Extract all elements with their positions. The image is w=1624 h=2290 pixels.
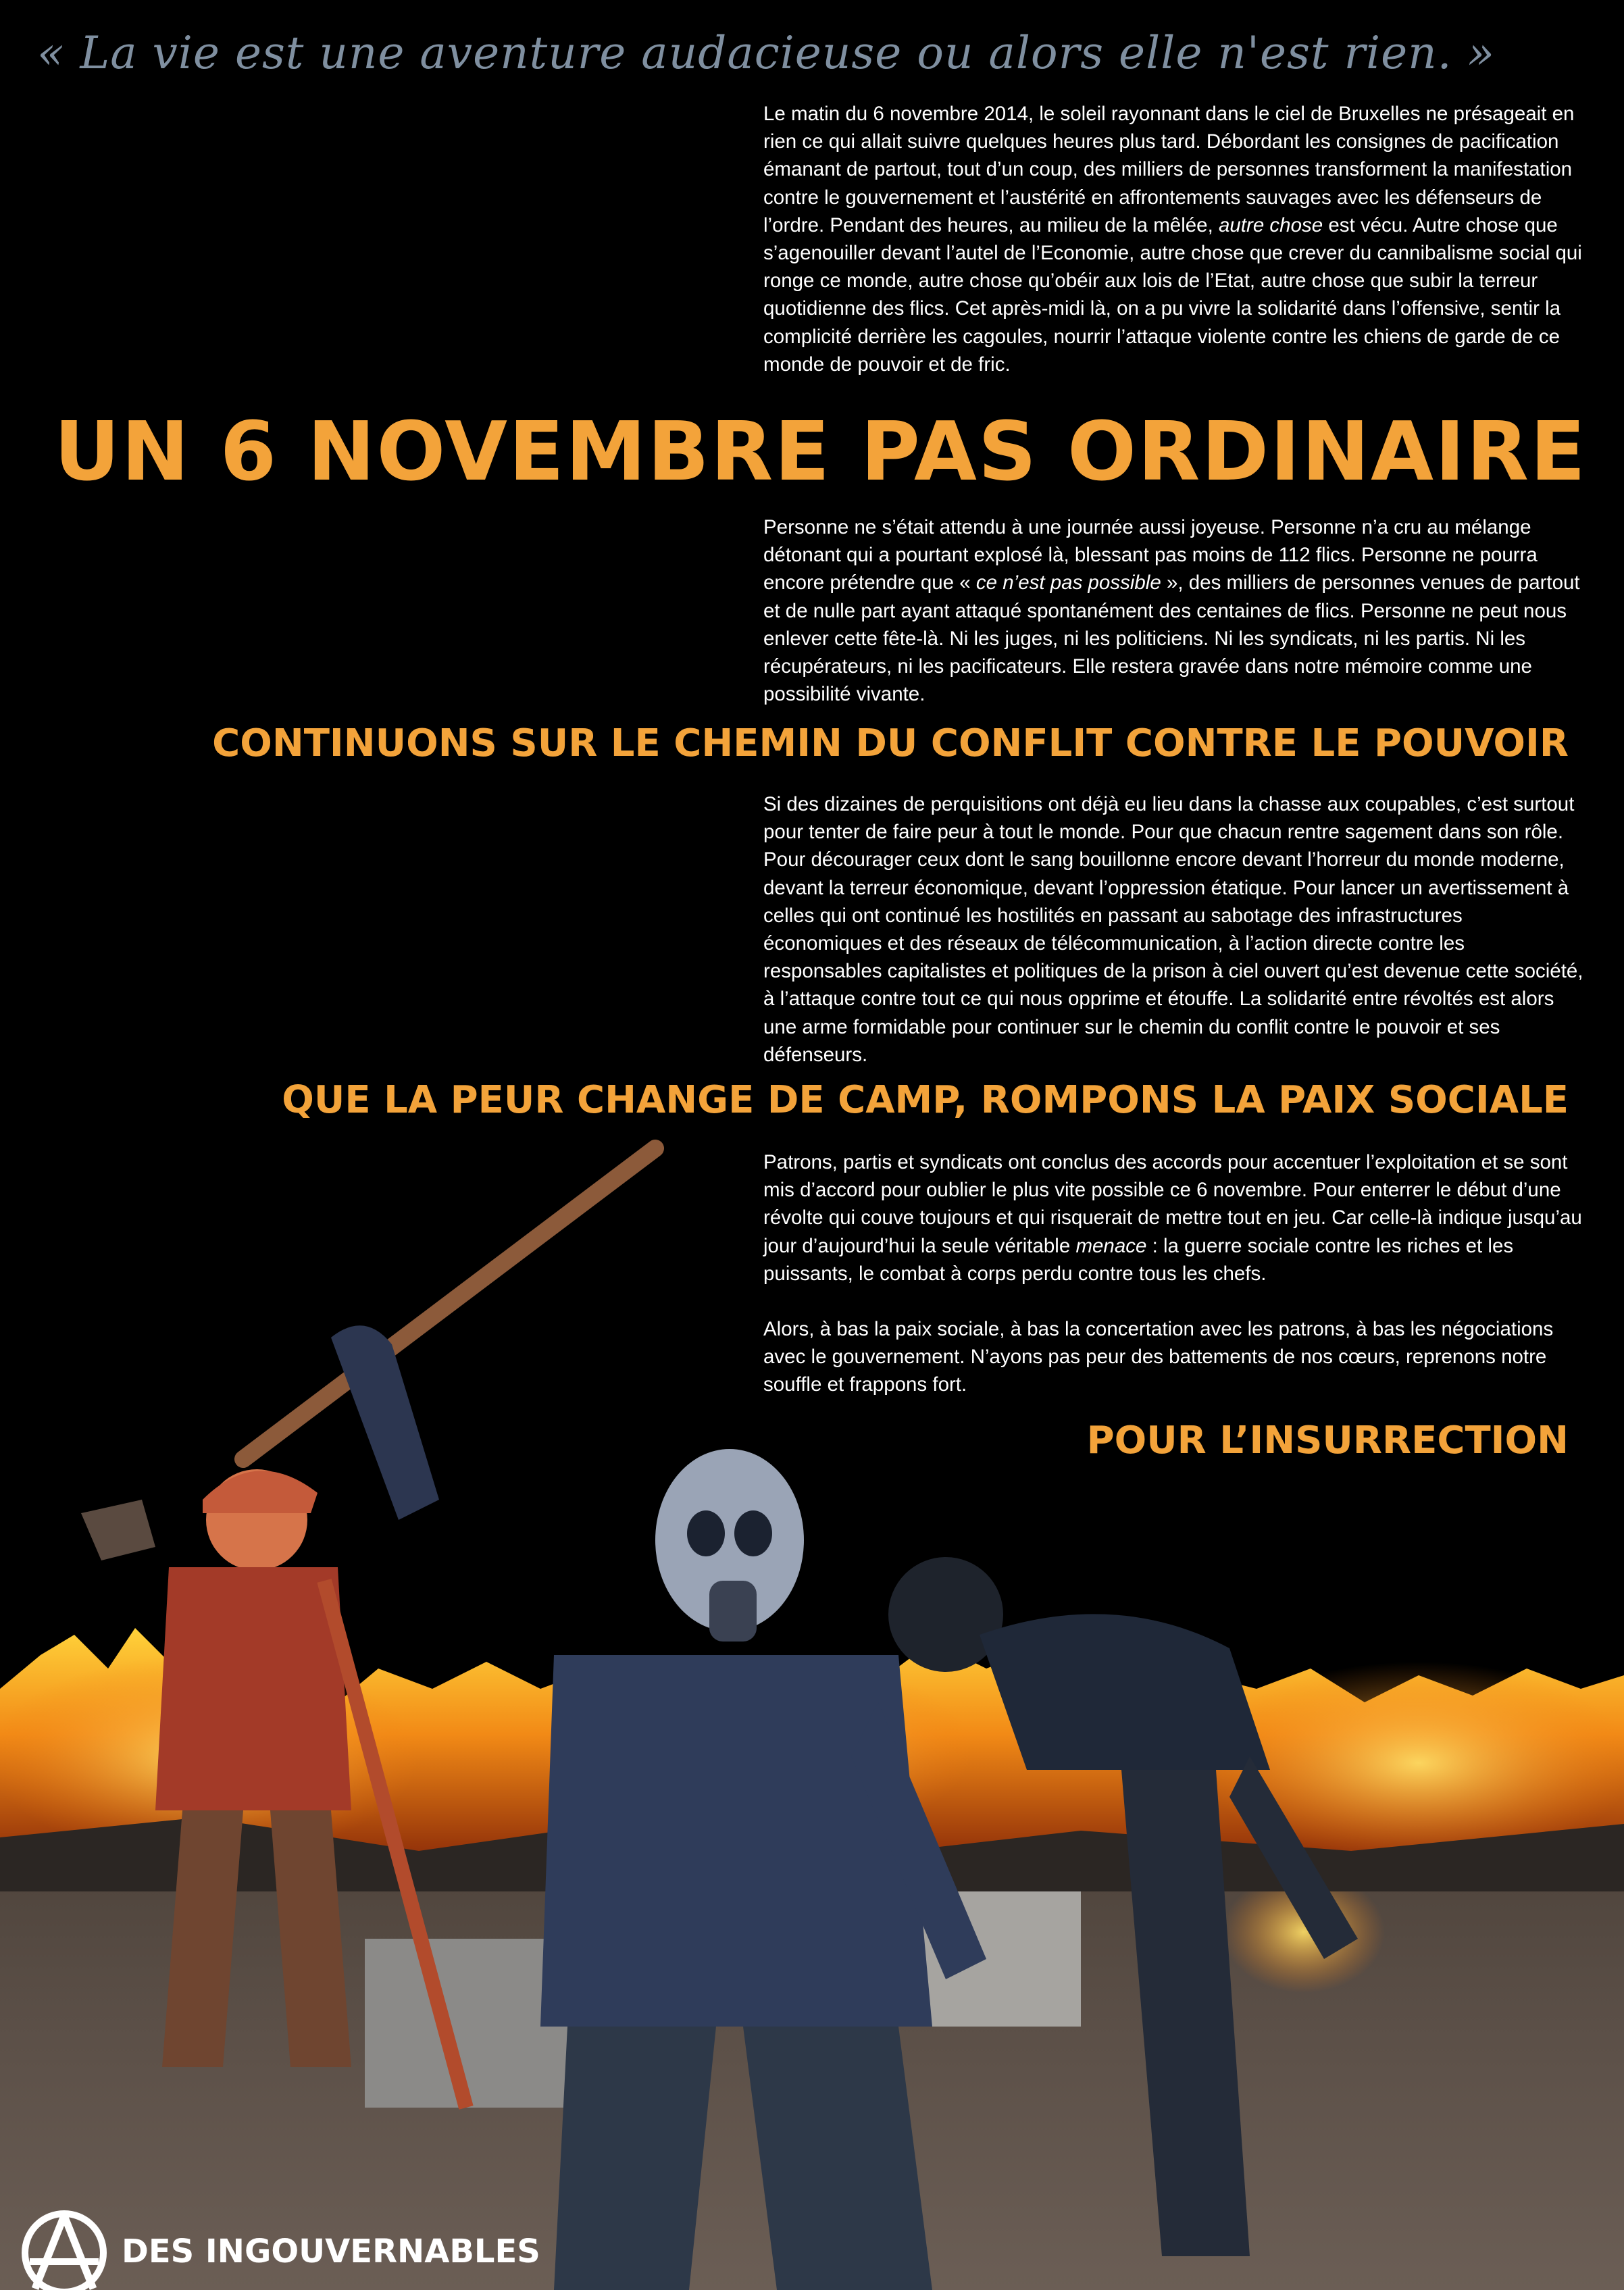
- intro-paragraph: Le matin du 6 novembre 2014, le soleil rayonnant dans le ciel de Bruxelles ne présageait en rien ce qui allait suivre quelques heures plus tard. Débordant les consignes de pacification émanant de partout, tout d’un coup, des milliers de personnes transforment la manifestation contre le gouvernement et l’austérité en affrontements sauvages avec les défenseurs de l’ordre. Pendant des heures, au milieu de la mêlée, autre chose est vécu. Autre chose que s’agenouiller devant l’autel de l’Economie, autre chose que crever du cannibalisme social qui ronge ce monde, autre chose qu’obéir aux lois de l’Etat, autre chose que subir la terreur quotidienne des flics. Cet après-midi là, on a pu vivre la solidarité dans l’offensive, sentir la complicité derrière les cagoules, nourrir l’attaque violente contre les chiens de garde de ce monde de pouvoir et de fric.: [763, 103, 1582, 376]
- main-title: UN 6 NOVEMBRE PAS ORDINAIRE: [54, 405, 1588, 499]
- signature: DES INGOUVERNABLES: [122, 2233, 540, 2270]
- heading-conflict: CONTINUONS SUR LE CHEMIN DU CONFLIT CONTRE LE POUVOIR: [212, 721, 1569, 765]
- closing-heading: POUR L’INSURRECTION: [1086, 1419, 1569, 1462]
- section4-paragraph: Alors, à bas la paix sociale, à bas la concertation avec les patrons, à bas les négociations avec le gouvernement. N’ayons pas peur des battements de nos cœurs, reprenons notre souffle et frappons fort.: [763, 1318, 1554, 1396]
- anarchy-icon: [20, 2209, 108, 2290]
- epigraph-quote: « La vie est une aventure audacieuse ou alors elle n'est rien. »: [37, 27, 1496, 79]
- section3-paragraph: Patrons, partis et syndicats ont conclus des accords pour accentuer l’exploitation et se sont mis d’accord pour oublier le plus vite possible ce 6 novembre. Pour enterrer le début d’une révolte qui couve toujours et qui risquerait de mettre tout en jeu. Car celle-là indique jusqu’au jour d’aujourd’hui la seule véritable menace : la guerre sociale contre les riches et les puissants, le combat à corps perdu contre tous les chefs.: [763, 1151, 1582, 1285]
- section2-paragraph: Si des dizaines de perquisitions ont déjà eu lieu dans la chasse aux coupables, c’est surtout pour tenter de faire peur à tout le monde. Pour que chacun rentre sagement dans son rôle. Pour décourager ceux dont le sang bouillonne encore devant l’horreur du monde moderne, devant la terreur économique, devant l’oppression étatique. Pour lancer un avertissement à celles qui ont continué les hostilités en passant au sabotage des infrastructures économiques et des réseaux de télécommunication, à l’action directe contre les responsables capitalistes et politiques de la prison à ciel ouvert qu’est devenue cette société, à l’attaque contre tout ce qui nous opprime et étouffe. La solidarité entre révoltés est alors une arme formidable pour continuer sur le chemin du conflit contre le pouvoir et ses défenseurs.: [763, 793, 1583, 1066]
- heading-social-peace: QUE LA PEUR CHANGE DE CAMP, ROMPONS LA PAIX SOCIALE: [282, 1078, 1569, 1122]
- section1-paragraph: Personne ne s’était attendu à une journée aussi joyeuse. Personne n’a cru au mélange détonant qui a pourtant explosé là, blessant pas moins de 112 flics. Personne ne pourra encore prétendre que « ce n’est pas possible », des milliers de personnes venues de partout et de nulle part ayant attaqué spontanément des centaines de flics. Personne ne peut nous enlever cette fête-là. Ni les juges, ni les politiciens. Ni les syndicats, ni les partis. Ni les récupérateurs, ni les pacificateurs. Elle restera gravée dans notre mémoire comme une possibilité vivante.: [763, 516, 1580, 706]
